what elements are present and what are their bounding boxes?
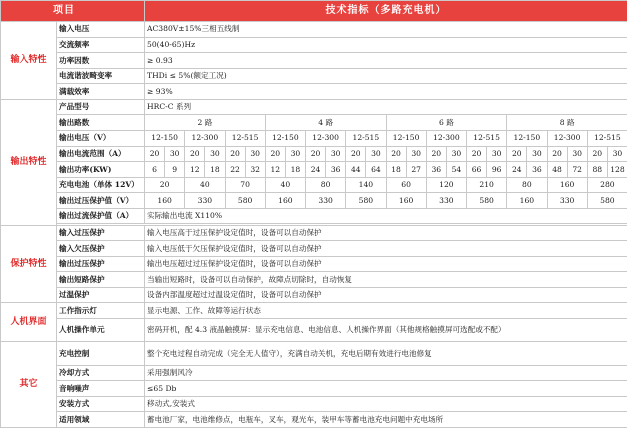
output-ovp-prot-label: 输出过压保护 [57,256,145,272]
power-factor-label: 功率因数 [57,53,145,69]
battery-cell: 80 [306,177,346,193]
output-power-cell: 54 [446,162,466,178]
output-current-cell: 30 [567,146,587,162]
battery-cell: 70 [225,177,265,193]
indicator-label: 工作指示灯 [57,303,145,319]
noise-label: 音响噪声 [57,381,145,397]
ovp-cell: 330 [547,193,587,209]
output-current-cell: 30 [165,146,185,162]
ovp-cell: 160 [265,193,305,209]
ovp-cell: 580 [346,193,386,209]
battery-label: 充电电池（单体 12V） [57,177,145,193]
hmi-row-1 [1,303,627,319]
efficiency-label: 满载效率 [57,84,145,100]
header-item: 项目 [1,1,145,22]
cooling-value: 采用强制风冷 [145,365,627,381]
output-current-cell: 30 [406,146,426,162]
output-power-cell: 9 [165,162,185,178]
output-current-row [1,146,627,162]
category-other: 其它 [1,342,57,428]
output-voltage-cell: 12-300 [547,130,587,146]
output-power-cell: 44 [346,162,366,178]
battery-cell: 40 [185,177,225,193]
input-voltage-value: AC380V±15%三相五线制 [145,22,627,38]
battery-row [1,177,627,193]
input-uvp-label: 输入欠压保护 [57,241,145,257]
output-voltage-cell: 12-150 [386,130,426,146]
output-current-cell: 20 [547,146,567,162]
other-row-2 [1,365,627,381]
battery-cell: 210 [467,177,507,193]
other-row-3 [1,381,627,397]
application-label: 适用领域 [57,412,145,428]
battery-cell: 160 [547,177,587,193]
battery-cell: 140 [346,177,386,193]
ovp-cell: 160 [507,193,547,209]
header-row [1,1,627,22]
output-voltage-cell: 12-300 [426,130,466,146]
short-circuit-label: 输出短路保护 [57,272,145,288]
output-current-cell: 30 [205,146,225,162]
output-power-label: 输出功率(KW) [57,162,145,178]
thd-label: 电流谐波畸变率 [57,68,145,84]
thd-value: THDi ≤ 5%(额定工况) [145,68,627,84]
output-current-cell: 30 [326,146,346,162]
output-power-cell: 12 [265,162,285,178]
output-power-cell: 48 [547,162,567,178]
output-current-cell: 30 [527,146,547,162]
output-power-cell: 64 [366,162,386,178]
ovp-cell: 330 [185,193,225,209]
output-power-cell: 6 [145,162,165,178]
channels-4: 4 路 [265,115,386,131]
over-temp-label: 过温保护 [57,287,145,303]
noise-value: ≤65 Db [145,381,627,397]
efficiency-value: ≥ 93% [145,84,627,100]
output-power-cell: 36 [326,162,346,178]
output-current-cell: 30 [366,146,386,162]
output-power-cell: 27 [406,162,426,178]
input-ovp-value: 输入电压高于过压保护设定值时，设备可以自动保护 [145,225,627,241]
output-power-cell: 18 [285,162,305,178]
installation-label: 安装方式 [57,396,145,412]
output-power-cell: 18 [205,162,225,178]
ovp-cell: 580 [467,193,507,209]
output-voltage-cell: 12-150 [507,130,547,146]
battery-cell: 80 [507,177,547,193]
output-power-cell: 12 [185,162,205,178]
output-current-cell: 20 [467,146,487,162]
output-current-cell: 20 [225,146,245,162]
output-current-cell: 30 [285,146,305,162]
other-row-1 [1,342,627,365]
output-power-cell: 128 [607,162,627,178]
protection-row-4 [1,272,627,288]
ovp-cell: 580 [225,193,265,209]
model-value: HRC-C 系列 [145,99,627,115]
output-voltage-label: 输出电压（V） [57,130,145,146]
other-row-5 [1,412,627,428]
battery-cell: 20 [145,177,185,193]
output-current-label: 输出电流范围（A） [57,146,145,162]
output-voltage-row [1,130,627,146]
charge-control-value: 整个充电过程自动完成（完全无人值守），充满自动关机，充电后期有效进行电池修复 [145,342,627,365]
output-voltage-cell: 12-515 [587,130,627,146]
output-power-row [1,162,627,178]
output-current-cell: 30 [446,146,466,162]
ovp-row [1,193,627,209]
input-row-3 [1,53,627,69]
operation-unit-label: 人机操作单元 [57,318,145,341]
ovp-cell: 160 [386,193,426,209]
ovp-cell: 160 [145,193,185,209]
indicator-value: 显示电源、工作、故障等运行状态 [145,303,627,319]
output-current-cell: 20 [426,146,446,162]
output-voltage-cell: 12-300 [306,130,346,146]
ac-frequency-label: 交流频率 [57,37,145,53]
ocp-row [1,208,627,224]
ovp-cell: 580 [587,193,627,209]
output-current-cell: 20 [346,146,366,162]
application-value: 蓄电池厂家，电池维修点，电瓶车，叉车，观光车，装甲车等蓄电池充电问题中充电场所 [145,412,627,428]
battery-cell: 280 [587,177,627,193]
header-spec: 技术指标（多路充电机） [145,1,627,22]
output-current-cell: 20 [587,146,607,162]
output-power-cell: 66 [467,162,487,178]
short-circuit-value: 当输出短路时，设备可以自动保护，故障点切除时，自动恢复 [145,272,627,288]
model-label: 产品型号 [57,99,145,115]
cooling-label: 冷却方式 [57,365,145,381]
output-power-cell: 24 [306,162,326,178]
output-power-cell: 22 [225,162,245,178]
output-power-cell: 96 [487,162,507,178]
output-voltage-cell: 12-150 [145,130,185,146]
protection-row-2 [1,241,627,257]
battery-cell: 120 [426,177,466,193]
input-row-4 [1,68,627,84]
output-power-cell: 36 [527,162,547,178]
output-current-cell: 30 [245,146,265,162]
operation-unit-value: 密码开机，配 4.3 液晶触摸屏：显示充电信息、电池信息、人机操作界面（其他规格触摸屏可选配或不配） [145,318,627,341]
output-power-cell: 32 [245,162,265,178]
output-voltage-cell: 12-300 [185,130,225,146]
output-current-cell: 30 [607,146,627,162]
output-voltage-cell: 12-515 [346,130,386,146]
battery-cell: 40 [265,177,305,193]
output-current-cell: 20 [386,146,406,162]
category-hmi: 人机界面 [1,303,57,342]
hmi-row-2 [1,318,627,341]
ovp-cell: 330 [426,193,466,209]
over-temp-value: 设备内部温度超过过温设定值时，设备可以自动保护 [145,287,627,303]
power-factor-value: ≥ 0.93 [145,53,627,69]
input-uvp-value: 输入电压低于欠压保护设定值时，设备可以自动保护 [145,241,627,257]
channels-label: 输出路数 [57,115,145,131]
output-current-cell: 20 [507,146,527,162]
output-power-cell: 36 [426,162,446,178]
output-current-cell: 20 [306,146,326,162]
ocp-value: 实际输出电流 X110% [145,208,627,224]
output-current-cell: 30 [487,146,507,162]
ovp-label: 输出过压保护值（V） [57,193,145,209]
protection-row-5 [1,287,627,303]
input-voltage-label: 输入电压 [57,22,145,38]
output-current-cell: 20 [265,146,285,162]
input-row-5 [1,84,627,100]
protection-row-1 [1,225,627,241]
battery-cell: 60 [386,177,426,193]
output-model-row [1,99,627,115]
output-power-cell: 88 [587,162,607,178]
ac-frequency-value: 50(40-65)Hz [145,37,627,53]
ovp-cell: 330 [306,193,346,209]
installation-value: 移动式,安装式 [145,396,627,412]
output-voltage-cell: 12-515 [225,130,265,146]
output-power-cell: 24 [507,162,527,178]
protection-row-3 [1,256,627,272]
charge-control-label: 充电控制 [57,342,145,365]
ocp-label: 输出过流保护值（A） [57,208,145,224]
input-ovp-label: 输入过压保护 [57,225,145,241]
output-channels-row [1,115,627,131]
output-voltage-cell: 12-150 [265,130,305,146]
category-protection: 保护特性 [1,225,57,303]
channels-6: 6 路 [386,115,507,131]
output-power-cell: 18 [386,162,406,178]
input-row-2 [1,37,627,53]
output-power-cell: 72 [567,162,587,178]
other-row-4 [1,396,627,412]
channels-2: 2 路 [145,115,266,131]
input-row-1 [1,22,627,38]
output-voltage-cell: 12-515 [467,130,507,146]
channels-8: 8 路 [507,115,627,131]
output-ovp-prot-value: 输出电压超过过压保护设定值时，设备可以自动保护 [145,256,627,272]
category-output: 输出特性 [1,99,57,225]
output-current-cell: 20 [185,146,205,162]
output-current-cell: 20 [145,146,165,162]
category-input: 输入特性 [1,22,57,100]
